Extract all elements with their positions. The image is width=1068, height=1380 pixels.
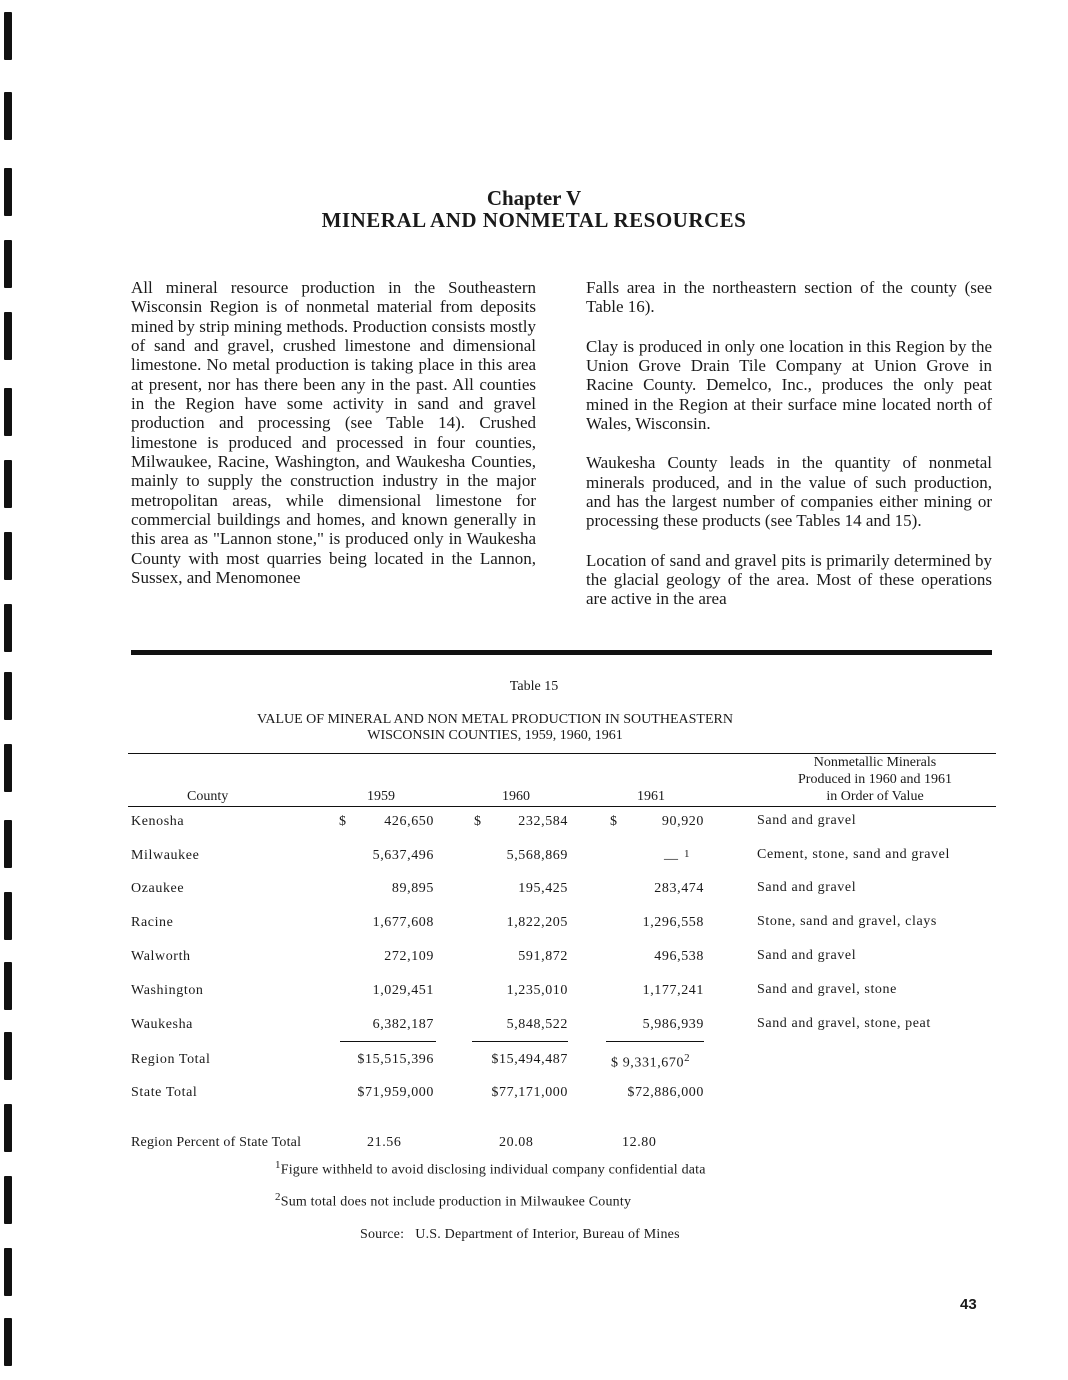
paragraph: Waukesha County leads in the quantity of nonmetal minerals produced, and in the value of such production, and has the largest number of companies either mining or processing these products (see Tables 14 and 15). <box>586 453 992 531</box>
paragraph: Clay is produced in only one location in this Region by the Union Grove Drain Tile Company at Union Grove in Racine County. Demelco, Inc., produces the only peat mined in the Region at their surface mine located north of Wales, Wisconsin. <box>586 336 992 434</box>
binder-hole <box>4 962 12 1010</box>
paragraph: Falls area in the northeastern section of the county (see Table 16). <box>586 278 992 317</box>
state-total-1961: $72,886,000 <box>627 1085 704 1100</box>
value-1959: 1,677,608 <box>372 915 434 930</box>
value-1961: 5,986,939 <box>642 1017 704 1032</box>
region-total-1960: $15,494,487 <box>491 1052 568 1067</box>
currency-sign: $ <box>610 814 618 829</box>
binder-hole <box>4 12 12 60</box>
value-1961: 496,538 <box>654 949 704 964</box>
county-name: Milwaukee <box>131 848 200 863</box>
value-1961: 283,474 <box>654 881 704 896</box>
sum-underline <box>472 1041 568 1042</box>
region-total-1961: $ 9,331,670$^2$ <box>611 1052 691 1071</box>
county-name: Walworth <box>131 949 191 964</box>
body-column-right <box>586 278 992 629</box>
table-title <box>180 712 810 744</box>
paragraph: All mineral resource production in the Southeastern Wisconsin Region is of nonmetal material from deposits mined by strip mining methods. Production consists mostly of sand and gravel, crushed limestone and dimensional limestone. No metal production is taking place in this area at present, nor has there been any in the past. All counties in the Region have some activity in sand and gravel production and processing (see Table 14). Crushed limestone is produced and processed in four counties, Milwaukee, Racine, Washington, and Waukesha Counties, mainly to supply the construction industry in the major metropolitan areas, while dimensional limestone for commercial buildings and homes, and known generally in this area as "Lannon stone," is produced only in Waukesha County with most quarries being located in the Lannon, Sussex, and Menomonee <box>131 278 536 588</box>
section-divider <box>131 650 992 655</box>
value-1960: 232,584 <box>518 814 568 829</box>
binder-hole <box>4 388 12 436</box>
body-column-left <box>131 278 536 608</box>
region-total-1959: $15,515,396 <box>357 1052 434 1067</box>
binder-hole <box>4 1318 12 1366</box>
value-1961: 1,296,558 <box>642 915 704 930</box>
percent-1960: 20.08 <box>499 1135 534 1150</box>
chapter-number: Chapter V <box>486 186 582 210</box>
header-1959: 1959 <box>367 789 395 804</box>
county-name: Washington <box>131 983 204 998</box>
value-1960: 1,822,205 <box>506 915 568 930</box>
currency-sign: $ <box>474 814 482 829</box>
table-title-line: VALUE OF MINERAL AND NON METAL PRODUCTION IN SOUTHEASTERN <box>257 712 733 727</box>
binder-hole <box>4 240 12 288</box>
footnote-2: $^2$Sum total does not include production in Milwaukee County <box>275 1191 632 1210</box>
value-1960: 591,872 <box>518 949 568 964</box>
sum-underline <box>606 1041 704 1042</box>
table-header-rule <box>128 806 996 807</box>
header-1961: 1961 <box>637 789 665 804</box>
binder-hole <box>4 532 12 580</box>
state-total-label: State Total <box>131 1085 198 1100</box>
value-1959: 89,895 <box>391 881 434 896</box>
binder-hole <box>4 312 12 360</box>
percent-1959: 21.56 <box>367 1135 402 1150</box>
minerals-produced: Sand and gravel <box>757 880 857 895</box>
sum-underline <box>340 1041 436 1042</box>
value-1960: 5,568,869 <box>506 848 568 863</box>
footnote-mark: 2 <box>684 1052 691 1064</box>
paragraph: Location of sand and gravel pits is primarily determined by the glacial geology of the area. Most of these operations are active in the area <box>586 550 992 609</box>
header-county: County <box>187 789 229 804</box>
value-1959: 6,382,187 <box>372 1017 434 1032</box>
county-name: Ozaukee <box>131 881 185 896</box>
chapter-title: MINERAL AND NONMETAL RESOURCES <box>321 208 747 232</box>
value-1960: 195,425 <box>518 881 568 896</box>
region-total-label: Region Total <box>131 1052 211 1067</box>
binder-hole <box>4 1248 12 1296</box>
value-1961 <box>664 848 690 868</box>
value-1961: 1,177,241 <box>642 983 704 998</box>
minerals-produced: Sand and gravel, stone, peat <box>757 1016 931 1031</box>
binder-hole <box>4 1176 12 1224</box>
table-label: Table 15 <box>509 679 559 694</box>
value-1959: 426,650 <box>384 814 434 829</box>
value-1959: 272,109 <box>384 949 434 964</box>
value-1959: 5,637,496 <box>372 848 434 863</box>
value-1960: 1,235,010 <box>506 983 568 998</box>
binder-hole <box>4 92 12 140</box>
state-total-1959: $71,959,000 <box>357 1085 434 1100</box>
value-1960: 5,848,522 <box>506 1017 568 1032</box>
value-1961: 90,920 <box>661 814 704 829</box>
minerals-produced: Sand and gravel <box>757 948 857 963</box>
header-1960: 1960 <box>502 789 530 804</box>
binder-hole <box>4 820 12 868</box>
binder-hole <box>4 1032 12 1080</box>
minerals-produced: Stone, sand and gravel, clays <box>757 914 937 929</box>
state-total-1960: $77,171,000 <box>491 1085 568 1100</box>
binder-hole <box>4 892 12 940</box>
binder-hole <box>4 604 12 652</box>
percent-1961: 12.80 <box>622 1135 657 1150</box>
binder-hole <box>4 744 12 792</box>
minerals-produced: Sand and gravel, stone <box>757 982 897 997</box>
county-name: Waukesha <box>131 1017 193 1032</box>
value-1959: 1,029,451 <box>372 983 434 998</box>
binder-hole <box>4 460 12 508</box>
minerals-produced: Sand and gravel <box>757 813 857 828</box>
county-name: Kenosha <box>131 814 185 829</box>
withheld-dash: — <box>664 851 678 867</box>
table-title-line: WISCONSIN COUNTIES, 1959, 1960, 1961 <box>367 728 623 743</box>
header-minerals: Nonmetallic Minerals Produced in 1960 and 1961 in Order of Value <box>798 755 952 804</box>
percent-label: Region Percent of State Total <box>131 1135 302 1150</box>
binder-hole <box>4 1104 12 1152</box>
county-name: Racine <box>131 915 174 930</box>
page-number: 43 <box>960 1296 977 1313</box>
table-source: Source: U.S. Department of Interior, Bureau of Mines <box>360 1227 680 1242</box>
currency-sign: $ <box>339 814 347 829</box>
minerals-produced: Cement, stone, sand and gravel <box>757 847 950 862</box>
footnote-1: $^1$Figure withheld to avoid disclosing individual company confidential data <box>275 1159 706 1178</box>
footnote-mark: 1 <box>684 848 691 860</box>
